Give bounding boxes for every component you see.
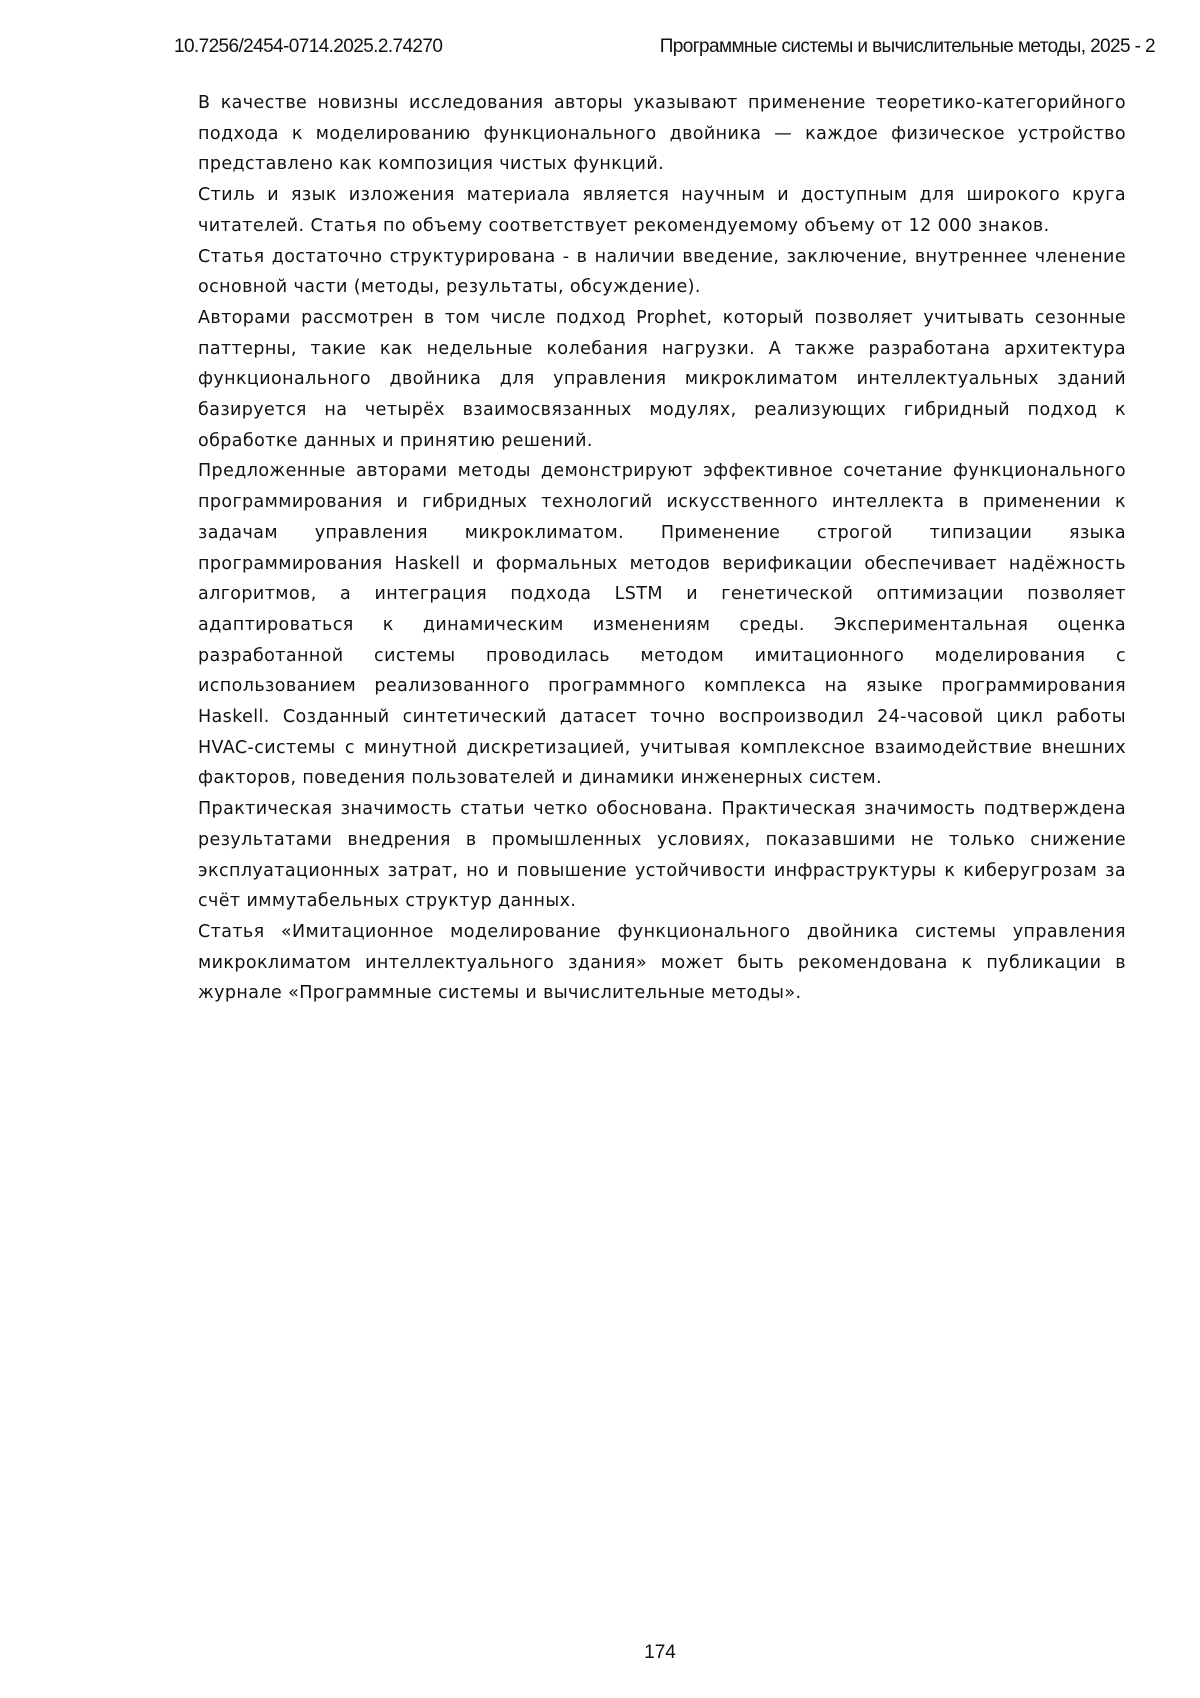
paragraph-recommendation: Статья «Имитационное моделирование функционального двойника системы управления микроклиматом интеллектуального здания» может быть рекомендована к публикации в журнале «Программные системы и вычислительные методы». [198, 921, 1126, 1004]
paragraph-approach: Авторами рассмотрен в том числе подход Prophet, который позволяет учитывать сезонные паттерны, такие как недельные колебания нагрузки. А также разработана архитектура функционального двойника для управления микроклиматом интеллектуальных зданий базируется на четырёх взаимосвязанных модулях, реализующих гибридный подход к обработке данных и принятию решений. [198, 307, 1126, 451]
paragraph-methods: Предложенные авторами методы демонстрируют эффективное сочетание функционального программирования и гибридных технологий искусственного интеллекта в применении к задачам управления микроклиматом. Применение строгой типизации языка программирования Haskell и формальных методов верификации обеспечивает надёжность алгоритмов, а интеграция подхода LSTM и генетической оптимизации позволяет адаптироваться к динамическим изменениям среды. Экспериментальная оценка разработанной системы проводилась методом имитационного моделирования с использованием реализованного программного комплекса на языке программирования Haskell. Созданный синтетический датасет точно воспроизводил 24-часовой цикл работы HVAC-системы с минутной дискретизацией, учитывая комплексное взаимодействие внешних факторов, поведения пользователей и динамики инженерных систем. [198, 461, 1126, 789]
paragraph-structure: Статья достаточно структурирована - в наличии введение, заключение, внутреннее членение основной части (методы, результаты, обсуждение). [198, 246, 1126, 298]
journal-title: Программные системы и вычислительные методы, 2025 - 2 [659, 36, 1155, 57]
paragraph-significance: Практическая значимость статьи четко обоснована. Практическая значимость подтверждена результатами внедрения в промышленных условиях, показавшими не только снижение эксплуатационных затрат, но и повышение устойчивости инфраструктуры к киберугрозам за счёт иммутабельных структур данных. [198, 799, 1126, 912]
review-text [198, 88, 1126, 1009]
page-number: 174 [644, 1642, 676, 1663]
page-header [174, 36, 1155, 62]
paragraph-novelty: В качестве новизны исследования авторы указывают применение теоретико-категорийного подхода к моделированию функционального двойника — каждое физическое устройство представлено как композиция чистых функций. [198, 93, 1126, 175]
doi-label: 10.7256/2454-0714.2025.2.74270 [174, 36, 443, 57]
paragraph-style: Стиль и язык изложения материала является научным и доступным для широкого круга читателей. Статья по объему соответствует рекомендуемому объему от 12 000 знаков. [198, 185, 1126, 236]
